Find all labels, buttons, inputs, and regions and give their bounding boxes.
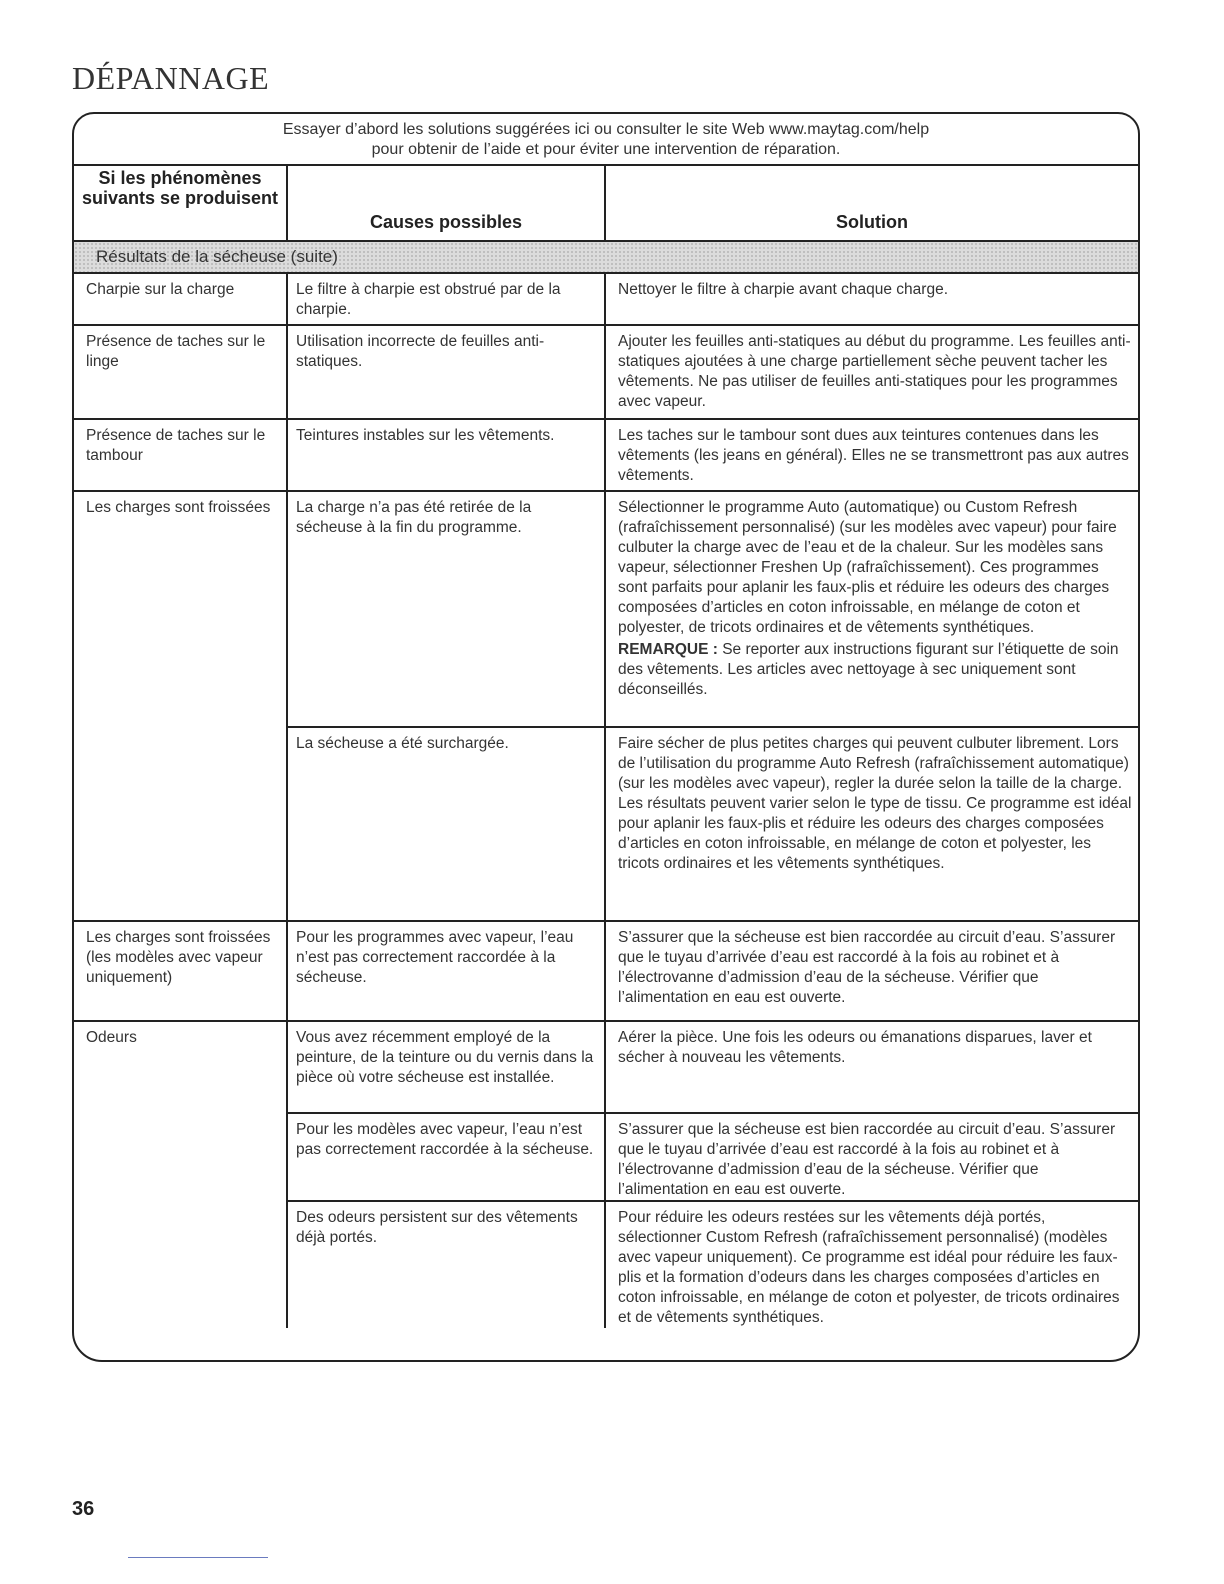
solution-text: Sélectionner le programme Auto (automatique) ou Custom Refresh (rafraîchissement personnalisé) (sur les modèles avec vapeur) pour faire culbuter la charge avec de l’eau et de la chaleur. Sur les modèles sans vapeur, sélectionner Freshen Up (rafraîchissement). Ces programmes sont parfaits pour aplanir les faux-plis et réduire les odeurs des charges composées d’articles en coton infroissable, en mélange de coton et polyester, de tricots ordinaires et de vêtements synthétiques. — [618, 499, 1117, 636]
cause-cell: Le filtre à charpie est obstrué par de la charpie. — [288, 274, 606, 326]
cause-cell: Pour les programmes avec vapeur, l’eau n’est pas correctement raccordée à la sécheuse. — [288, 922, 606, 1022]
solution-cell: Aérer la pièce. Une fois les odeurs ou émanations disparues, laver et sécher à nouveau les vêtements. — [606, 1022, 1138, 1114]
solution-note — [618, 640, 1132, 700]
solution-cell — [606, 492, 1138, 728]
footer-rule — [128, 1557, 268, 1558]
header-causes: Causes possibles — [288, 166, 606, 240]
solution-cell: S’assurer que la sécheuse est bien raccordée au circuit d’eau. S’assurer que le tuyau d’arrivée d’eau est raccordé à la fois au robinet et à l’électrovanne d’admission d’eau de la sécheuse. Vérifier que l’alimentation en eau est ouverte. — [606, 922, 1138, 1022]
cause-cell: Teintures instables sur les vêtements. — [288, 420, 606, 492]
phenomenon-cell: Charpie sur la charge — [74, 274, 288, 326]
cause-cell: La sécheuse a été surchargée. — [288, 728, 606, 922]
phenomenon-cell: Présence de taches sur le tambour — [74, 420, 288, 492]
table-body — [74, 274, 1138, 1326]
note-text: Se reporter aux instructions figurant sur l’étiquette de soin des vêtements. Les articles avec nettoyage à sec uniquement sont déconseillés. — [618, 641, 1119, 698]
note-label: REMARQUE : — [618, 641, 718, 658]
header-solution: Solution — [836, 212, 908, 232]
intro-text — [74, 114, 1138, 166]
solution-cell: Pour réduire les odeurs restées sur les vêtements déjà portés, sélectionner Custom Refresh (rafraîchissement personnalisé) (modèles avec vapeur uniquement). Ce programme est idéal pour réduire les faux-plis et la formation d’odeurs dans les charges composées d’articles en coton infroissable, en mélange de coton et polyester, de tricots ordinaires et de vêtements synthétiques. — [618, 1209, 1120, 1326]
intro-line-1: Essayer d’abord les solutions suggérées ici ou consulter le site Web www.maytag.com/help — [282, 121, 930, 138]
solution-cell: S’assurer que la sécheuse est bien raccordée au circuit d’eau. S’assurer que le tuyau d’arrivée d’eau est raccordé à la fois au robinet et à l’électrovanne d’admission d’eau de la sécheuse. Vérifier que l’alimentation en eau est ouverte. — [606, 1114, 1138, 1202]
cause-cell: Vous avez récemment employé de la peinture, de la teinture ou du vernis dans la pièce où votre sécheuse est installée. — [288, 1022, 606, 1114]
page-number: 36 — [72, 1498, 95, 1520]
header-phenomena: Si les phénomènes suivants se produisent — [74, 166, 288, 240]
table-header — [74, 166, 1138, 240]
phenomenon-cell: Les charges sont froissées (les modèles avec vapeur uniquement) — [74, 922, 288, 1022]
cause-cell: Pour les modèles avec vapeur, l’eau n’est pas correctement raccordée à la sécheuse. — [288, 1114, 606, 1202]
cause-cell: Des odeurs persistent sur des vêtements déjà portés. — [288, 1202, 606, 1328]
cause-cell: La charge n’a pas été retirée de la sécheuse à la fin du programme. — [288, 492, 606, 728]
troubleshooting-table — [72, 112, 1140, 1362]
solution-cell: Ajouter les feuilles anti-statiques au début du programme. Les feuilles anti-statiques ajoutées à une charge partiellement sèche peuvent tacher les vêtements. Ne pas utiliser de feuilles anti-statiques pour les programmes avec vapeur. — [606, 326, 1138, 420]
solution-cell: Nettoyer le filtre à charpie avant chaque charge. — [606, 274, 1138, 326]
solution-cell: Faire sécher de plus petites charges qui peuvent culbuter librement. Lors de l’utilisation du programme Auto Refresh (rafraîchissement automatique) (sur les modèles avec vapeur), regler la durée selon la taille de la charge. Les résultats peuvent varier selon le type de tissu. Ce programme est idéal pour aplanir les faux-plis et réduire les odeurs des charges composées d’articles en coton infroissable, en mélange de coton et polyester, les tricots ordinaires et les vêtements synthétiques. — [606, 728, 1138, 922]
cause-cell: Utilisation incorrecte de feuilles anti-statiques. — [288, 326, 606, 420]
intro-line-2: pour obtenir de l’aide et pour éviter une intervention de réparation. — [371, 141, 841, 158]
phenomenon-cell: Présence de taches sur le linge — [74, 326, 288, 420]
phenomenon-cell: Les charges sont froissées — [74, 492, 288, 922]
solution-cell: Les taches sur le tambour sont dues aux teintures contenues dans les vêtements (les jeans en général). Elles ne se transmettront pas aux autres vêtements. — [606, 420, 1138, 492]
page-title: DÉPANNAGE — [72, 60, 270, 96]
section-title: Résultats de la sécheuse (suite) — [74, 240, 1138, 274]
phenomenon-cell: Odeurs — [74, 1022, 288, 1328]
